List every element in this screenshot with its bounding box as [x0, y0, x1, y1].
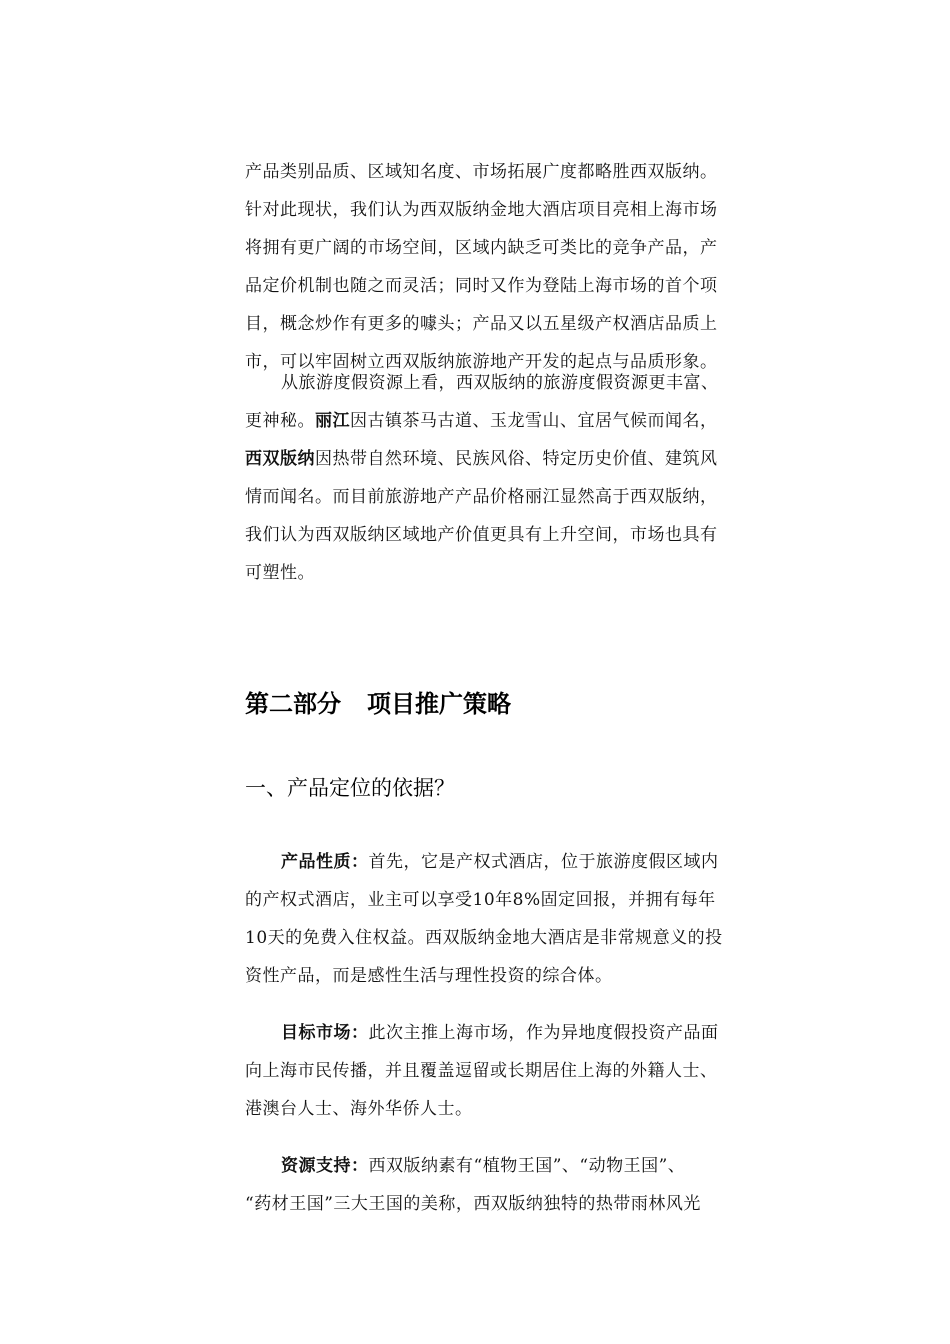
paragraph-target-market: [245, 1014, 765, 1128]
text-line: 情而闻名。而目前旅游地产产品价格丽江显然高于西双版纳，: [245, 487, 718, 507]
text-line: 目，概念炒作有更多的噱头；产品又以五星级产权酒店品质上: [245, 314, 718, 334]
text-line: 可塑性。: [245, 563, 315, 583]
text-line: “药材王国”三大王国的美称，西双版纳独特的热带雨林风光: [245, 1194, 701, 1214]
text-run: 因古镇茶马古道、玉龙雪山、宜居气候而闻名，: [350, 411, 718, 431]
text-line: 向上海市民传播，并且覆盖逗留或长期居住上海的外籍人士、: [245, 1061, 718, 1081]
text-line: 品定价机制也随之而灵活；同时又作为登陆上海市场的首个项: [245, 276, 718, 296]
section-part-label: 第二部分: [245, 690, 341, 718]
text-run: 此次主推上海市场，作为异地度假投资产品面: [368, 1023, 719, 1043]
label-target-market: 目标市场：: [281, 1023, 369, 1043]
label-product-nature: 产品性质：: [281, 852, 369, 872]
section-heading: [245, 684, 511, 719]
text-run: 首先，它是产权式酒店，位于旅游度假区域内: [368, 852, 719, 872]
text-line: 资性产品，而是感性生活与理性投资的综合体。: [245, 966, 613, 986]
text-line: 市，可以牢固树立西双版纳旅游地产开发的起点与品质形象。: [245, 352, 718, 372]
text-line: 将拥有更广阔的市场空间，区域内缺乏可类比的竞争产品，产: [245, 238, 718, 258]
label-resource-support: 资源支持：: [281, 1156, 369, 1176]
text-line: 10天的免费入住权益。西双版纳金地大酒店是非常规意义的投: [245, 928, 723, 948]
paragraph-product-nature: [245, 843, 765, 995]
text-run: 西双版纳素有“植物王国”、“动物王国”、: [368, 1156, 686, 1176]
text-line: [245, 1147, 765, 1185]
text-line: 从旅游度假资源上看，西双版纳的旅游度假资源更丰富、: [281, 373, 719, 393]
bold-term-lijiang: 丽江: [315, 411, 350, 431]
text-run: 更神秘。: [245, 411, 315, 431]
text-line: 我们认为西双版纳区域地产价值更具有上升空间，市场也具有: [245, 525, 718, 545]
paragraph-resource-support: [245, 1147, 765, 1223]
subsection-heading: 一、产品定位的依据？: [245, 776, 455, 800]
paragraph-competitive-analysis: [245, 153, 765, 381]
text-line: [245, 402, 765, 440]
text-line: [245, 843, 765, 881]
text-line: 产品类别品质、区域知名度、市场拓展广度都略胜西双版纳。: [245, 162, 718, 182]
text-line: 的产权式酒店，业主可以享受10年8%固定回报，并拥有每年: [245, 890, 716, 910]
text-line: 针对此现状，我们认为西双版纳金地大酒店项目亮相上海市场: [245, 200, 718, 220]
text-run: 因热带自然环境、民族风俗、特定历史价值、建筑风: [315, 449, 718, 469]
text-line: [245, 440, 765, 478]
text-line: [245, 1014, 765, 1052]
bold-term-xishuangbanna: 西双版纳: [245, 449, 315, 469]
text-line: 港澳台人士、海外华侨人士。: [245, 1099, 473, 1119]
section-title-text: 项目推广策略: [367, 690, 511, 718]
paragraph-tourism-resources: [245, 364, 765, 592]
